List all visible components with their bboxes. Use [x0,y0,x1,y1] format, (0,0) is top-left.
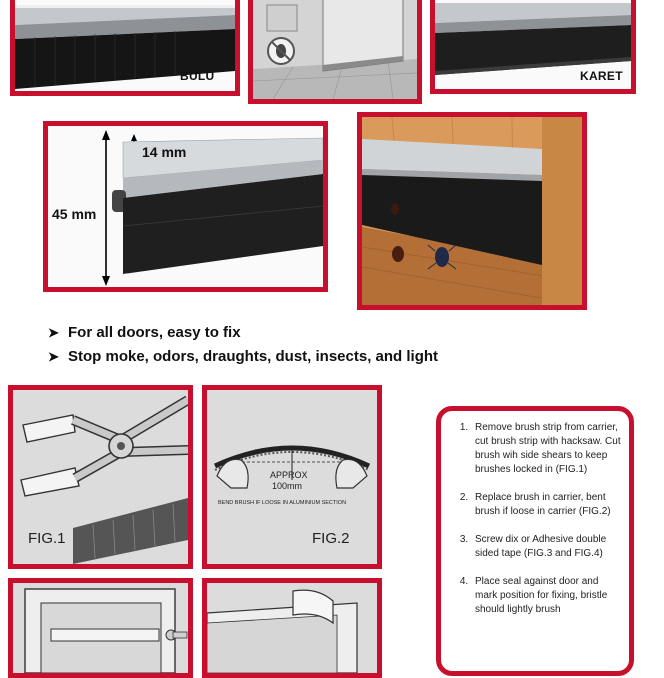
instruction-item: 1. Remove brush strip from carrier, cut brush strip with hacksaw. Cut brush wih side shears to keep brushes locked in (FIG.1) [471,421,621,477]
feature-item: ➤ For all doors, easy to fix [48,322,648,346]
door-insect-photo [248,0,422,104]
fig2-length-label: 100mm [272,481,303,491]
fig2-label: FIG.2 [312,530,350,547]
feature-list [48,322,648,370]
instructions-list [441,411,629,617]
label-karet: KARET [580,69,623,83]
instructions-box [436,406,634,676]
instruction-item: 4. Place seal against door and mark position for fixing, bristle should lightly brush [471,575,621,617]
fig2-approx-label: APPROX [270,470,308,480]
fig1-label: FIG.1 [28,530,66,547]
instruction-item: 3. Screw dix or Adhesive double sided tape (FIG.3 and FIG.4) [471,533,621,561]
installed-door-photo [357,112,587,310]
fig3-panel [8,578,193,678]
label-bulu: BULU [180,69,215,83]
arrow-right-icon: ➤ [48,325,59,340]
height-dimension-label: 45 mm [52,206,97,222]
arrow-right-icon: ➤ [48,349,59,364]
fig4-panel [202,578,382,678]
carrier-dimension-label: 14 mm [142,144,187,160]
instruction-item: 2. Replace brush in carrier, bent brush if loose in carrier (FIG.2) [471,491,621,519]
fig2-caption: BEND BRUSH IF LOOSE IN ALUMINIUM SECTION [218,500,347,506]
feature-item: ➤ Stop moke, odors, draughts, dust, insects, and light [48,346,648,370]
